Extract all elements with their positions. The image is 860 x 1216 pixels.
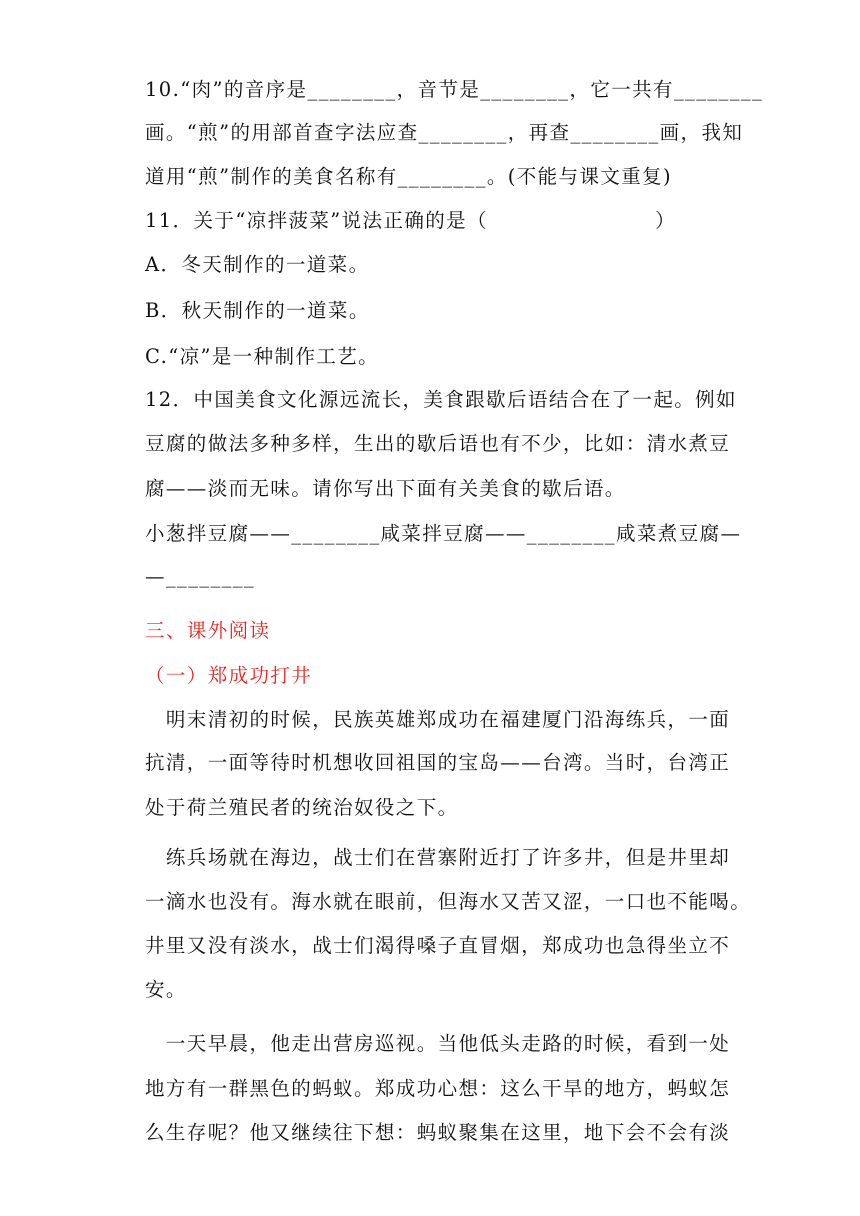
passage-line: 一滴水也没有。海水就在眼前，但海水又苦又涩，一口也不能喝。 [145, 890, 752, 913]
q10-line-1: 10.“肉”的音序是________，音节是________，它一共有________ [145, 78, 764, 101]
q12-line-3: 腐——淡而无味。请你写出下面有关美食的歇后语。 [145, 477, 626, 500]
passage-line: 练兵场就在海边，战士们在营寨附近打了许多井，但是井里却 [145, 846, 731, 869]
q11-option-a: A．冬天制作的一道菜。 [145, 253, 370, 276]
q12-line-5: —________ [145, 565, 256, 588]
q12-line-2: 豆腐的做法多种多样，生出的歇后语也有不少，比如：清水煮豆 [145, 432, 731, 455]
q10-line-2: 画。“煎”的用部首查字法应查________，再查________画，我知 [145, 121, 744, 144]
passage-line: 一天早晨，他走出营房巡视。当他低头走路的时候，看到一处 [145, 1032, 731, 1055]
passage-line: 么生存呢？他又继续往下想：蚂蚁聚集在这里，地下会不会有淡 [145, 1121, 731, 1144]
q10-line-3: 道用“煎”制作的美食名称有________。(不能与课文重复) [145, 165, 673, 188]
q11-stem: 11．关于“凉拌菠菜”说法正确的是（ ） [145, 209, 677, 232]
passage-line: 地方有一群黑色的蚂蚁。郑成功心想：这么干旱的地方，蚂蚁怎 [145, 1077, 731, 1100]
passage-line: 处于荷兰殖民者的统治奴役之下。 [145, 796, 459, 819]
passage-line: 明末清初的时候，民族英雄郑成功在福建厦门沿海练兵，一面 [145, 708, 731, 731]
q12-line-4: 小葱拌豆腐——________咸菜拌豆腐——________咸菜煮豆腐— [145, 522, 742, 545]
q11-option-b: B．秋天制作的一道菜。 [145, 299, 370, 322]
q11-option-c: C.“凉”是一种制作工艺。 [145, 345, 380, 368]
passage-line: 安。 [145, 978, 187, 1001]
q12-line-1: 12．中国美食文化源远流长，美食跟歇后语结合在了一起。例如 [145, 388, 737, 411]
section-heading: 三、课外阅读 [145, 619, 271, 642]
passage-line: 井里又没有淡水，战士们渴得嗓子直冒烟，郑成功也急得坐立不 [145, 934, 731, 957]
subsection-heading: （一）郑成功打井 [145, 664, 313, 687]
passage-line: 抗清，一面等待时机想收回祖国的宝岛——台湾。当时，台湾正 [145, 751, 731, 774]
